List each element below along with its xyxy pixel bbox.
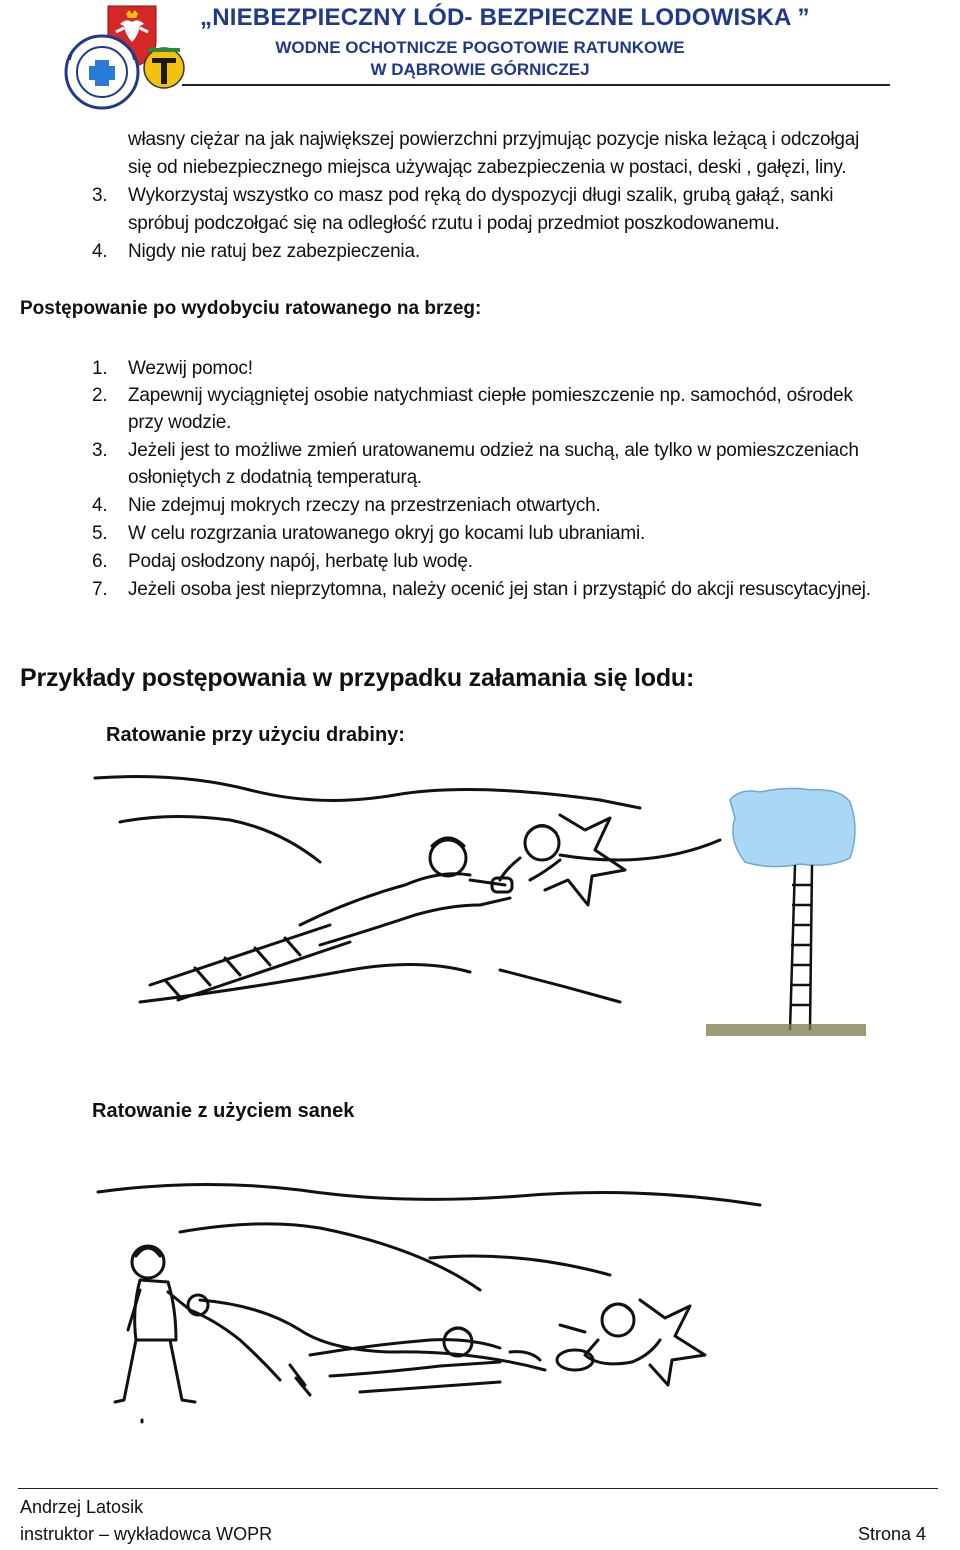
list-text: Nigdy nie ratuj bez zabezpieczenia.: [128, 241, 420, 262]
list-number: 2.: [92, 385, 108, 406]
list-number: 3.: [92, 185, 108, 206]
page-number: Strona 4: [858, 1524, 927, 1544]
list-text: Wezwij pomoc!: [128, 358, 253, 379]
intro-line: własny ciężar na jak największej powierzchni przyjmując pozycje niska leżącą i odczołgaj: [128, 129, 860, 150]
list-text: Jeżeli jest to możliwe zmień uratowanemu odzież na suchą, ale tylko w pomieszczeniach: [128, 440, 859, 461]
list-number: 4.: [92, 495, 108, 516]
list-text: osłoniętych z dodatnią temperaturą.: [128, 467, 423, 488]
list-number: 6.: [92, 551, 108, 572]
list-text: Nie zdejmuj mokrych rzeczy na przestrzeniach otwartych.: [128, 495, 601, 516]
list-number: 7.: [92, 579, 108, 600]
list-number: 3.: [92, 440, 108, 461]
list-text: Jeżeli osoba jest nieprzytomna, należy ocenić jej stan i przystąpić do akcji resuscytacyjnej.: [128, 579, 871, 600]
list-text: Podaj osłodzony napój, herbatę lub wodę.: [128, 551, 473, 572]
list-text: Wykorzystaj wszystko co masz pod ręką do dyspozycji długi szalik, grubą gałąź, sanki: [128, 185, 834, 206]
sled-heading: Ratowanie z użyciem sanek: [92, 1100, 355, 1122]
list-text: przy wodzie.: [128, 412, 232, 433]
header-org-line1: WODNE OCHOTNICZE POGOTOWIE RATUNKOWE: [275, 38, 685, 57]
list-number: 4.: [92, 241, 108, 262]
list-number: 5.: [92, 523, 108, 544]
section-heading: Postępowanie po wydobyciu ratowanego na brzeg:: [20, 298, 482, 319]
ladder-heading: Ratowanie przy użyciu drabiny:: [106, 724, 405, 746]
header-org-line2: W DĄBROWIE GÓRNICZEJ: [370, 60, 590, 79]
list-text: Zapewnij wyciągniętej osobie natychmiast ciepłe pomieszczenie np. samochód, ośrodek: [128, 385, 853, 406]
list-text: W celu rozgrzania uratowanego okryj go kocami lub ubraniami.: [128, 523, 646, 544]
section-heading-large: Przykłady postępowania w przypadku załamania się lodu:: [20, 664, 695, 692]
header-title: „NIEBEZPIECZNY LÓD- BEZPIECZNE LODOWISKA ”: [200, 4, 810, 31]
footer-author: Andrzej Latosik: [20, 1497, 144, 1517]
footer-role: instruktor – wykładowca WOPR: [20, 1524, 273, 1544]
intro-line: się od niebezpiecznego miejsca używając zabezpieczenia w postaci, deski , gałęzi, liny.: [128, 157, 847, 178]
footer-divider: [18, 1488, 938, 1489]
list-number: 1.: [92, 358, 108, 379]
list-text: spróbuj podczołgać się na odległość rzutu i podaj przedmiot poszkodowanemu.: [128, 213, 780, 234]
